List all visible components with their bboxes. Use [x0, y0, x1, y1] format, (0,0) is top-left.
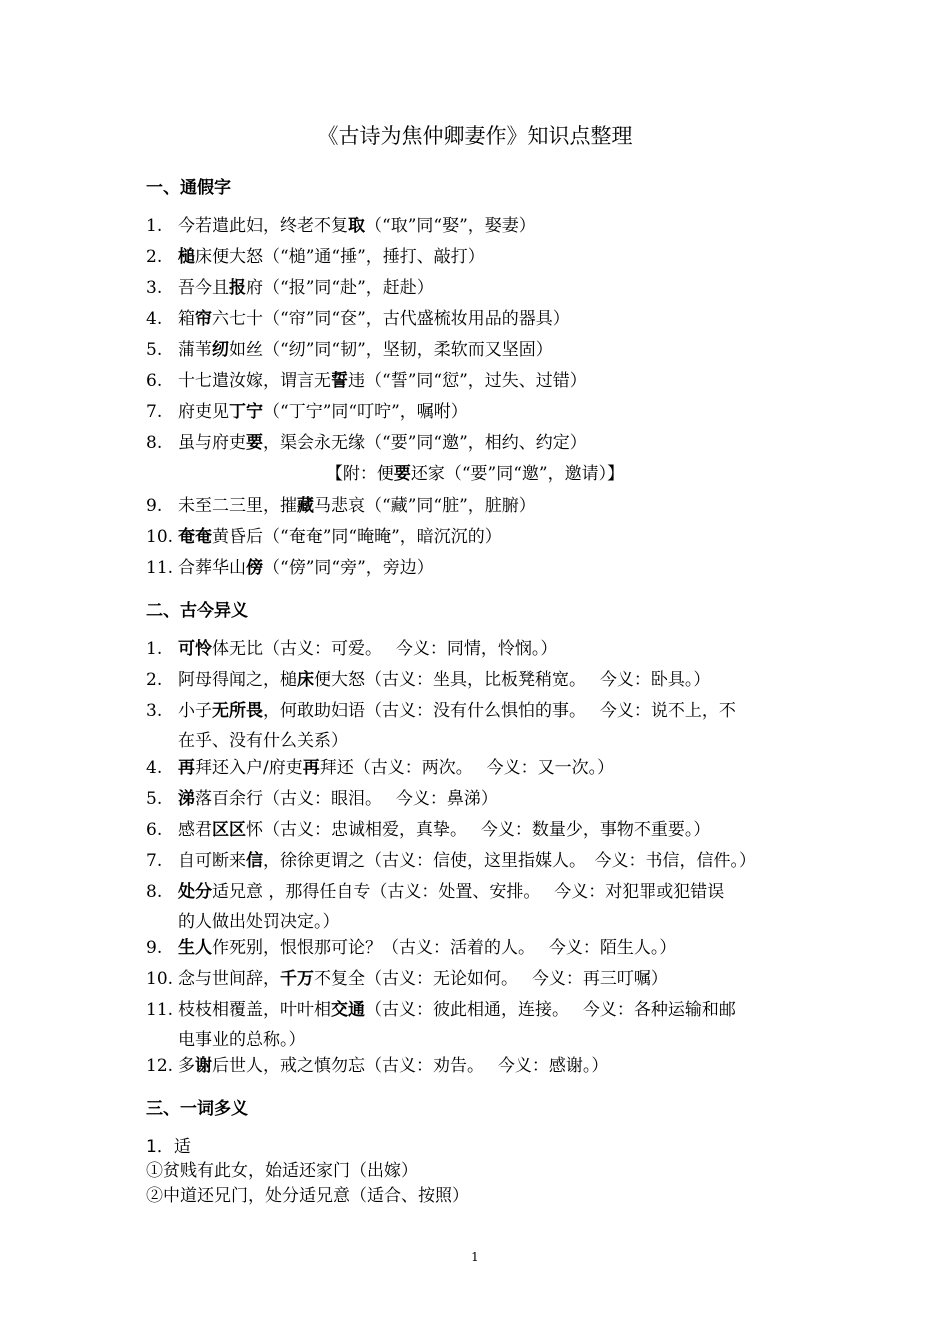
key-word: 要: [246, 433, 263, 453]
note-text: 【附：便: [325, 464, 394, 484]
item-text: 府（“报”同“赴”，赶赴）: [246, 278, 434, 298]
key-word: 藏: [297, 496, 314, 516]
item-text: 枝枝相覆盖，叶叶相: [178, 1000, 331, 1020]
item-text: 适兄意 ，那得任自专（古义：处置、安排。 今义：对犯罪或犯错误: [212, 882, 725, 902]
list-item: [146, 400, 810, 424]
list-item: [146, 849, 810, 873]
item-text: 蒲苇: [178, 340, 212, 360]
item-text: 怀（古义：忠诚相爱，真挚。 今义：数量少，事物不重要。）: [246, 820, 711, 840]
list-item: [146, 525, 810, 549]
item-text: ，渠会永无缘（“要”同“邀”，相约、约定）: [263, 433, 587, 453]
key-word: 生人: [178, 938, 212, 958]
item-text: 合葬华山: [178, 558, 246, 578]
key-word: 涕: [178, 789, 195, 809]
key-word: 傍: [246, 558, 263, 578]
item-number: 8.: [146, 882, 163, 902]
list-item: [146, 967, 810, 991]
item-continuation: 在乎、没有什么关系）: [178, 731, 348, 751]
key-word: 纫: [212, 340, 229, 360]
list-item: ②中道还兄门，处分适兄意（适合、按照）: [146, 1186, 469, 1206]
item-number: 11.: [146, 1000, 174, 1020]
item-text: 吾今且: [178, 278, 229, 298]
item-text: 马悲哀（“藏”同“脏”，脏腑）: [314, 496, 536, 516]
list-item: [146, 431, 810, 455]
item-number: 7.: [146, 851, 163, 871]
list-item: [146, 369, 810, 393]
item-number: 2.: [146, 247, 163, 267]
list-item: [146, 668, 810, 692]
item-text: 小子: [178, 701, 212, 721]
item-continuation: 的人做出处罚决定。）: [178, 912, 340, 932]
item-text: （“丁宁”同“叮咛”，嘱咐）: [263, 402, 468, 422]
key-word: 报: [229, 278, 246, 298]
item-text: 作死别，恨恨那可论？（古义：活着的人。 今义：陌生人。）: [212, 938, 677, 958]
key-word: 交通: [331, 1000, 365, 1020]
item-number: 3.: [146, 701, 163, 721]
key-word: 千万: [280, 969, 314, 989]
item-text: ，徐徐更谓之（古义：信使，这里指媒人。 今义：书信，信件。）: [263, 851, 756, 871]
item-text: 床便大怒（“槌”通“捶”，捶打、敲打）: [195, 247, 485, 267]
item-text: 体无比（古义：可爱。 今义：同情，怜悯。）: [212, 639, 558, 659]
list-item: [146, 1054, 810, 1078]
key-word: 信: [246, 851, 263, 871]
item-number: 4.: [146, 758, 163, 778]
item-text: 府吏见: [178, 402, 229, 422]
key-word: 处分: [178, 882, 212, 902]
list-item: [146, 276, 810, 300]
item-text: 自可断来: [178, 851, 246, 871]
item-number: 8.: [146, 433, 163, 453]
item-text: 感君: [178, 820, 212, 840]
item-number: 9.: [146, 938, 163, 958]
subsection-heading: 1．适: [146, 1137, 191, 1157]
item-text: 十七遣汝嫁，谓言无: [178, 371, 331, 391]
note-text: 还家（“要”同“邀”，邀请）】: [410, 464, 625, 484]
key-word: 谢: [195, 1056, 212, 1076]
item-continuation: 电事业的总称。）: [178, 1030, 306, 1050]
list-item: [146, 998, 810, 1022]
item-number: 1.: [146, 216, 163, 236]
list-item: [146, 214, 810, 238]
list-item: [146, 307, 810, 331]
list-item: [146, 338, 810, 362]
key-word: 床: [297, 670, 314, 690]
item-number: 12.: [146, 1056, 174, 1076]
item-text: 后世人，戒之慎勿忘（古义：劝告。 今义：感谢。）: [212, 1056, 609, 1076]
list-item: [146, 756, 810, 780]
item-text: 黄昏后（“奄奄”同“晻晻”，暗沉沉的）: [212, 527, 502, 547]
item-text: 多: [178, 1056, 195, 1076]
key-word: 丁宁: [229, 402, 263, 422]
section-heading-gujinyiyi: 二、古今异义: [146, 601, 248, 621]
page-number: 1: [471, 1250, 479, 1264]
item-text: ，何敢助妇语（古义：没有什么惧怕的事。 今义：说不上，不: [263, 701, 736, 721]
list-item: [146, 494, 810, 518]
list-item: [146, 245, 810, 269]
list-item: [146, 699, 810, 723]
key-word: 帘: [195, 309, 212, 329]
item-text: 拜还入户/府吏: [195, 758, 303, 778]
key-word: 无所畏: [212, 701, 263, 721]
item-number: 1.: [146, 639, 163, 659]
item-number: 10.: [146, 527, 174, 547]
list-item: [146, 880, 810, 904]
item-text: 不复全（古义：无论如何。 今义：再三叮嘱）: [314, 969, 668, 989]
list-item: [146, 936, 810, 960]
key-word: 区区: [212, 820, 246, 840]
document-title: 《古诗为焦仲卿妻作》知识点整理: [317, 124, 633, 148]
key-word: 要: [393, 464, 411, 484]
key-word: 再: [178, 758, 195, 778]
key-word: 取: [348, 216, 365, 236]
key-word: 奄奄: [178, 527, 212, 547]
item-text: 未至二三里，摧: [178, 496, 297, 516]
item-number: 5.: [146, 789, 163, 809]
list-item: [146, 818, 810, 842]
item-number: 11.: [146, 558, 174, 578]
item-text: 拜还（古义：两次。 今义：又一次。）: [319, 758, 615, 778]
key-word: 再: [302, 758, 320, 778]
item-number: 6.: [146, 371, 163, 391]
item-text: 如丝（“纫”同“韧”，坚韧，柔软而又坚固）: [229, 340, 553, 360]
item-text: （“傍”同“旁”，旁边）: [263, 558, 434, 578]
item-number: 5.: [146, 340, 163, 360]
section-heading-yiciduoyi: 三、一词多义: [146, 1099, 248, 1119]
item-number: 10.: [146, 969, 174, 989]
key-word: 誓: [331, 371, 348, 391]
item-number: 6.: [146, 820, 163, 840]
item-text: 阿母得闻之，槌: [178, 670, 297, 690]
list-item: [146, 556, 810, 580]
item-text: 违（“誓”同“愆”，过失、过错）: [348, 371, 587, 391]
section-heading-tongjiazi: 一、通假字: [146, 178, 231, 198]
item-number: 7.: [146, 402, 163, 422]
list-item: [146, 787, 810, 811]
item-text: 今若遣此妇，终老不复: [178, 216, 348, 236]
item-number: 4.: [146, 309, 163, 329]
key-word: 可怜: [178, 639, 212, 659]
item-number: 3.: [146, 278, 163, 298]
list-item: [146, 637, 810, 661]
item-text: 念与世间辞，: [178, 969, 280, 989]
item-text: 落百余行（古义：眼泪。 今义：鼻涕）: [195, 789, 498, 809]
item-number: 9.: [146, 496, 163, 516]
appendix-note: [0, 462, 950, 486]
item-text: 六七十（“帘”同“奁”，古代盛梳妆用品的器具）: [212, 309, 570, 329]
item-text: 虽与府吏: [178, 433, 246, 453]
item-text: （古义：彼此相通，连接。 今义：各种运输和邮: [365, 1000, 736, 1020]
item-text: 便大怒（古义：坐具，比板凳稍宽。 今义：卧具。）: [314, 670, 711, 690]
item-text: （“取”同“娶”，娶妻）: [365, 216, 536, 236]
item-text: 箱: [178, 309, 195, 329]
list-item: ①贫贱有此女，始适还家门（出嫁）: [146, 1161, 418, 1181]
item-number: 2.: [146, 670, 163, 690]
key-word: 槌: [178, 247, 195, 267]
